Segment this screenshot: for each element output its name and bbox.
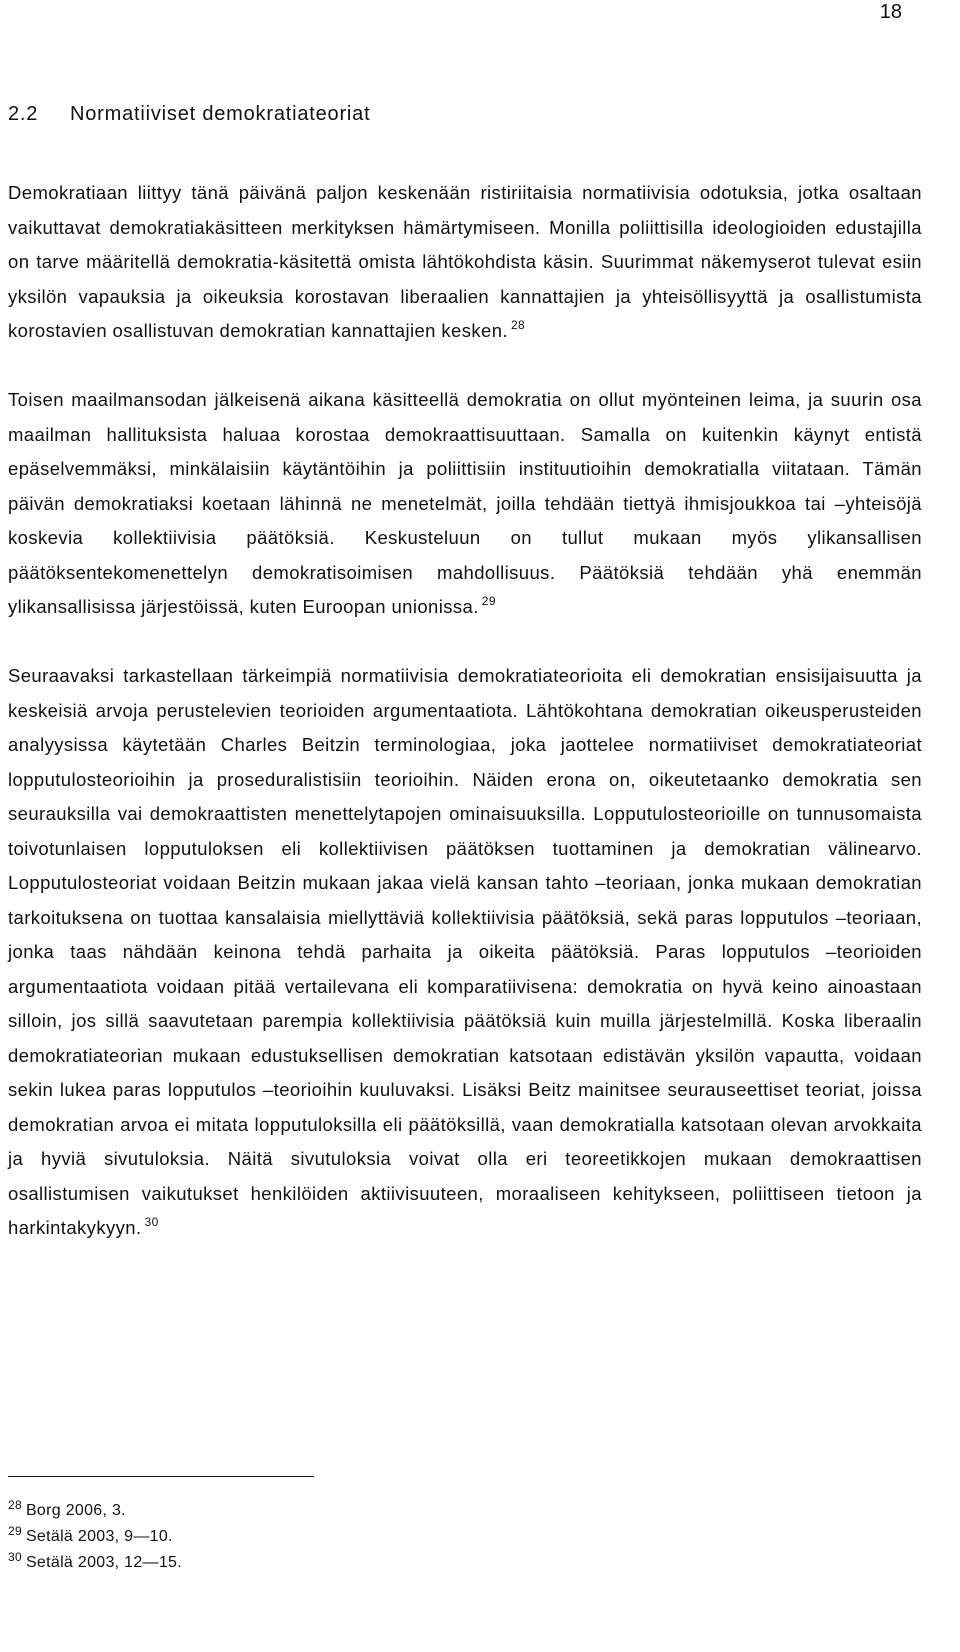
paragraph-3 — [8, 659, 922, 1246]
section-heading — [8, 102, 370, 126]
paragraph-1 — [8, 176, 922, 349]
paragraph-text: Seuraavaksi tarkastellaan tärkeimpiä normatiivisia demokratiateorioita eli demokratian ensisijaisuutta ja keskeisiä arvoja perustelevien teorioiden argumentaatiota. Lähtökohtana demokratian oikeusperusteiden analyysissa käytetään Charles Beitzin terminologiaa, joka jaottelee normatiiviset demokratiateoriat lopputulosteorioihin ja proseduralistisiin teorioihin. Näiden erona on, oikeutetaanko demokratia sen seurauksilla vai demokraattisten menettelytapojen ominaisuuksilla. Lopputulosteorioille on tunnusomaista toivotunlaisen lopputuloksen eli kollektiivisen päätöksen tuottaminen ja demokratian välinearvo. Lopputulosteoriat voidaan Beitzin mukaan jakaa vielä kansan tahto –teoriaan, jonka mukaan demokratian tarkoituksena on tuottaa kansalaisia miellyttäviä kollektiivisia päätöksiä, sekä paras lopputulos –teoriaan, jonka taas nähdään keinona tehdä parhaita ja oikeita päätöksiä. Paras lopputulos –teorioiden argumentaatiota voidaan pitää vertailevana eli komparatiivisena: demokratia on hyvä keino ainoastaan silloin, jos sillä saavutetaan parempia kollektiivisia päätöksiä kuin muilla järjestelmillä. Koska liberaalin demokratiateorian mukaan edustuksellisen demokratian katsotaan edistävän yksilön vapautta, voidaan sekin lukea paras lopputulos –teorioihin kuuluvaksi. Lisäksi Beitz mainitsee seurauseettiset teoriat, joissa demokratian arvoa ei mitata lopputuloksilla eli päätöksillä, vaan demokratialla katsotaan olevan arvokkaita ja hyviä sivutuloksia. Näitä sivutuloksia voivat olla eri teoreetikkojen mukaan demokraattisen osallistumisen vaikutukset henkilöiden aktiivisuuteen, moraaliseen kehitykseen, poliittiseen tietoon ja harkintakykyyn. — [8, 665, 922, 1238]
footnote-number: 30 — [8, 1550, 22, 1564]
footnote-divider — [8, 1476, 314, 1477]
footnote-text: Borg 2006, 3. — [25, 1502, 126, 1519]
footnotes — [8, 1498, 608, 1576]
section-title: Normatiiviset demokratiateoriat — [70, 103, 371, 125]
footnote-ref: 30 — [144, 1215, 159, 1229]
paragraph-text: Demokratiaan liittyy tänä päivänä paljon keskenään ristiriitaisia normatiivisia odotuksia, jotka osaltaan vaikuttavat demokratiakäsitteen merkityksen hämärtymiseen. Monilla poliittisilla ideologioiden edustajilla on tarve määritellä demokratia-käsitettä omista lähtökohdista käsin. Suurimmat näkemyserot tulevat esiin yksilön vapauksia ja oikeuksia korostavan liberaalien kannattajien ja yhteisöllisyyttä ja osallistumista korostavien osallistuvan demokratian kannattajien kesken. — [8, 182, 922, 341]
section-number: 2.2 — [8, 103, 39, 125]
footnote-29 — [8, 1524, 608, 1550]
footnote-text: Setälä 2003, 9—10. — [25, 1528, 173, 1545]
footnote-ref: 28 — [510, 318, 526, 332]
paragraph-2 — [8, 383, 922, 625]
paragraph-text: Toisen maailmansodan jälkeisenä aikana käsitteellä demokratia on ollut myönteinen leima, ja suurin osa maailman hallituksista haluaa korostaa demokraattisuuttaan. Samalla on kuitenkin käynyt entistä epäselvemmäksi, minkälaisiin käytäntöihin ja poliittisiin instituutioihin demokratialla viitataan. Tämän päivän demokratiaksi koetaan lähinnä ne menetelmät, joilla tehdään tiettyä ihmisjoukkoa tai –yhteisöjä koskevia kollektiivisia päätöksiä. Keskusteluun on tullut mukaan myös ylikansallisen päätöksentekomenettelyn demokratisoimisen mahdollisuus. Päätöksiä tehdään yhä enemmän ylikansallisissa järjestöissä, kuten Euroopan unionissa. — [8, 389, 922, 617]
footnote-number: 28 — [8, 1498, 22, 1512]
footnote-ref: 29 — [481, 594, 496, 608]
body-text — [8, 176, 922, 1246]
page-number: 18 — [879, 1, 902, 23]
footnote-text: Setälä 2003, 12—15. — [25, 1554, 182, 1571]
footnote-number: 29 — [8, 1524, 22, 1538]
footnote-28 — [8, 1498, 608, 1524]
footnote-30 — [8, 1550, 608, 1576]
